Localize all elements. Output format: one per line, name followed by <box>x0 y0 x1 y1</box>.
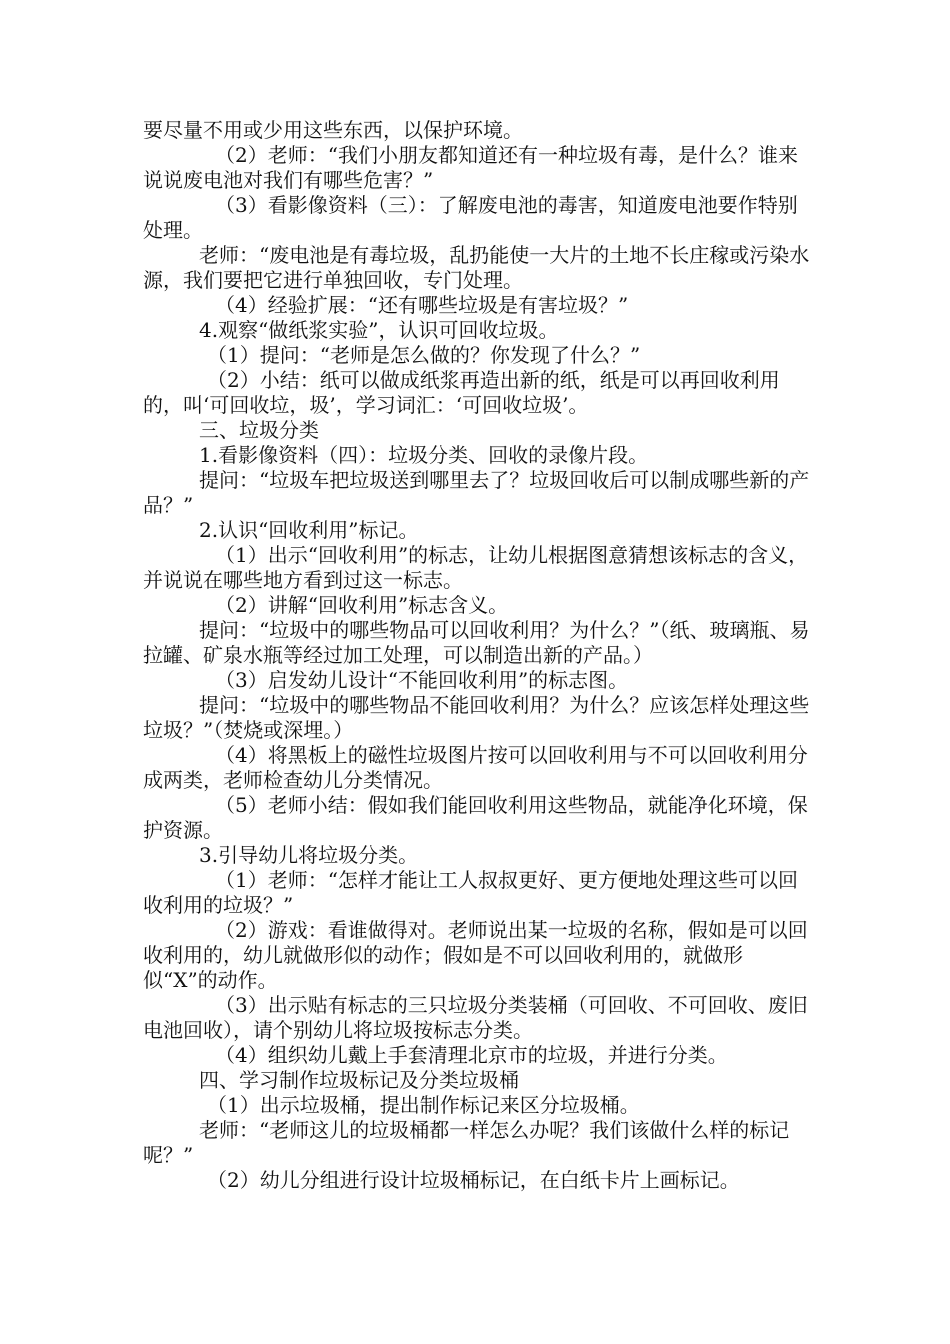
paragraph: （1）出示“回收利用”的标志，让幼儿根据图意猜想该标志的含义，并说说在哪些地方看到过这一标志。 <box>143 543 809 592</box>
paragraph: （2）讲解“回收利用”标志含义。 <box>215 593 509 617</box>
paragraph: （3）启发幼儿设计“不能回收利用”的标志图。 <box>215 668 629 692</box>
paragraph: （3）出示贴有标志的三只垃圾分类装桶（可回收、不可回收、废旧电池回收），请个别幼儿将垃圾按标志分类。 <box>143 993 808 1042</box>
paragraph: （2）小结：纸可以做成纸浆再造出新的纸，纸是可以再回收利用的，叫‘可回收垃，圾’，学习词汇：‘可回收垃圾’。 <box>143 368 780 417</box>
paragraph: 1.看影像资料（四）：垃圾分类、回收的录像片段。 <box>199 443 649 467</box>
paragraph: （4）组织幼儿戴上手套清理北京市的垃圾，并进行分类。 <box>215 1043 728 1067</box>
paragraph: 老师：“废电池是有毒垃圾，乱扔能使一大片的土地不长庄稼或污染水源，我们要把它进行单独回收，专门处理。 <box>143 243 810 292</box>
paragraph: 4.观察“做纸浆实验”，认识可回收垃圾。 <box>199 318 559 342</box>
paragraph: 三、垃圾分类 <box>199 418 319 442</box>
paragraph: （1）出示垃圾桶，提出制作标记来区分垃圾桶。 <box>207 1093 640 1117</box>
paragraph: 2.认识“回收利用”标记。 <box>199 518 419 542</box>
paragraph: 提问：“垃圾车把垃圾送到哪里去了？垃圾回收后可以制成哪些新的产品？” <box>143 468 810 517</box>
paragraph: （4）将黑板上的磁性垃圾图片按可以回收利用与不可以回收利用分成两类，老师检查幼儿分类情况。 <box>143 743 808 792</box>
paragraph: 老师：“老师这儿的垃圾桶都一样怎么办呢？我们该做什么样的标记呢？” <box>143 1118 790 1167</box>
paragraph: （2）游戏：看谁做得对。老师说出某一垃圾的名称，假如是可以回收利用的，幼儿就做形似的动作；假如是不可以回收利用的，就做形似“X”的动作。 <box>143 918 808 992</box>
paragraph: 四、学习制作垃圾标记及分类垃圾桶 <box>199 1068 519 1092</box>
paragraph: （2）幼儿分组进行设计垃圾桶标记，在白纸卡片上画标记。 <box>207 1168 740 1192</box>
paragraph: （3）看影像资料（三）：了解废电池的毒害，知道废电池要作特别处理。 <box>143 193 798 242</box>
paragraph: （5）老师小结：假如我们能回收利用这些物品，就能净化环境，保护资源。 <box>143 793 808 842</box>
paragraph: （4）经验扩展：“还有哪些垃圾是有害垃圾？” <box>215 293 629 317</box>
paragraph: 提问：“垃圾中的哪些物品可以回收利用？为什么？”（纸、玻璃瓶、易拉罐、矿泉水瓶等经过加工处理，可以制造出新的产品。） <box>143 618 810 667</box>
paragraph: 提问：“垃圾中的哪些物品不能回收利用？为什么？应该怎样处理这些垃圾？”（焚烧或深埋。） <box>143 693 810 742</box>
paragraph: 要尽量不用或少用这些东西，以保护环境。 <box>143 118 523 142</box>
paragraph: 3.引导幼儿将垃圾分类。 <box>199 843 419 867</box>
document-body <box>143 118 813 1193</box>
paragraph: （1）提问：“老师是怎么做的？你发现了什么？” <box>207 343 641 367</box>
paragraph: （2）老师：“我们小朋友都知道还有一种垃圾有毒，是什么？谁来说说废电池对我们有哪些危害？” <box>143 143 798 192</box>
paragraph: （1）老师：“怎样才能让工人叔叔更好、更方便地处理这些可以回收利用的垃圾？” <box>143 868 798 917</box>
